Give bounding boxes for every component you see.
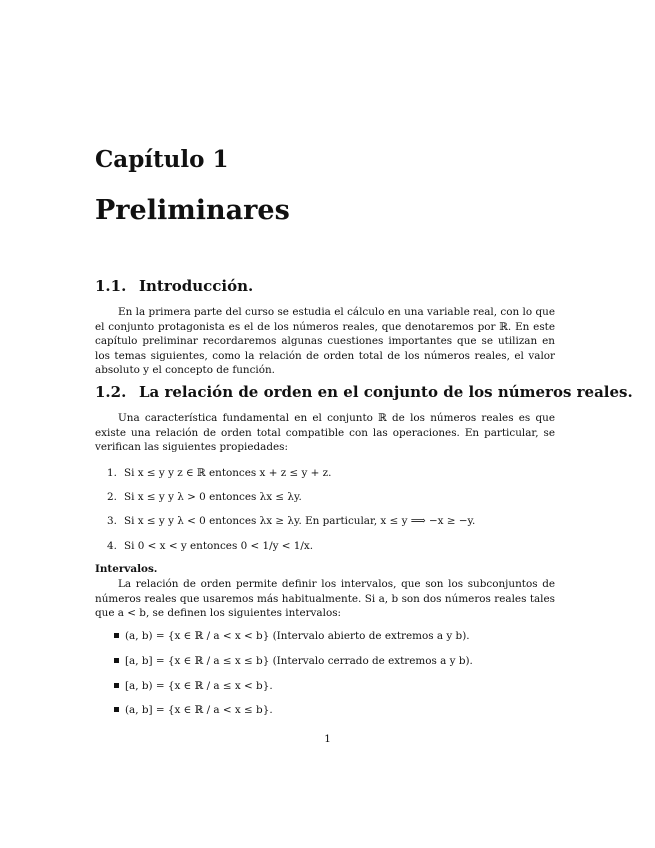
- page-number: 1: [324, 733, 331, 745]
- property-item: 4. Si 0 < x < y entonces 0 < 1/y < 1/x.: [107, 540, 314, 552]
- interval-item: (a, b) = {x ∈ ℝ / a < x < b} (Intervalo abierto de extremos a y b).: [114, 629, 470, 643]
- interval-item: [a, b] = {x ∈ ℝ / a ≤ x ≤ b} (Intervalo cerrado de extremos a y b).: [114, 654, 473, 668]
- bullet-icon: [114, 633, 119, 638]
- section-number: 1.1.: [95, 277, 127, 295]
- bullet-icon: [114, 707, 119, 712]
- property-item: 1. Si x ≤ y y z ∈ ℝ entonces x + z ≤ y + z.: [107, 467, 332, 479]
- interval-item: [a, b) = {x ∈ ℝ / a ≤ x < b}.: [114, 679, 273, 693]
- intro-paragraph: En la primera parte del curso se estudia el cálculo en una variable real, con lo que el conjunto protagonista es el de los números reales, que denotaremos por ℝ. En este capítulo preliminar recordaremos algunas cuestiones importantes que se utilizan en los temas siguientes, como la relación de orden total de los números reales, el valor absoluto y el concepto de función.: [95, 306, 555, 377]
- intervals-paragraph: La relación de orden permite definir los intervalos, que son los subconjuntos de números reales que usaremos más habitualmente. Si a, b son dos números reales tales que a < b, se definen los siguientes intervalos:: [95, 578, 555, 620]
- section-number: 1.2.: [95, 383, 127, 401]
- chapter-label: Capítulo 1: [95, 146, 229, 173]
- section-heading-introduction: [95, 277, 253, 295]
- section-title: La relación de orden en el conjunto de los números reales.: [139, 383, 633, 401]
- property-item: 3. Si x ≤ y y λ < 0 entonces λx ≥ λy. En particular, x ≤ y ⟹ −x ≥ −y.: [107, 515, 476, 527]
- interval-item: (a, b] = {x ∈ ℝ / a < x ≤ b}.: [114, 703, 273, 717]
- section-heading-order: [95, 383, 633, 401]
- bullet-icon: [114, 683, 119, 688]
- intervals-heading: Intervalos.: [95, 563, 158, 575]
- bullet-icon: [114, 658, 119, 663]
- order-paragraph: Una característica fundamental en el conjunto ℝ de los números reales es que existe una relación de orden total compatible con las operaciones. En particular, se verifican las siguientes propiedades:: [95, 412, 555, 454]
- property-item: 2. Si x ≤ y y λ > 0 entonces λx ≤ λy.: [107, 491, 302, 503]
- chapter-title: Preliminares: [95, 195, 290, 226]
- section-title: Introducción.: [139, 277, 254, 295]
